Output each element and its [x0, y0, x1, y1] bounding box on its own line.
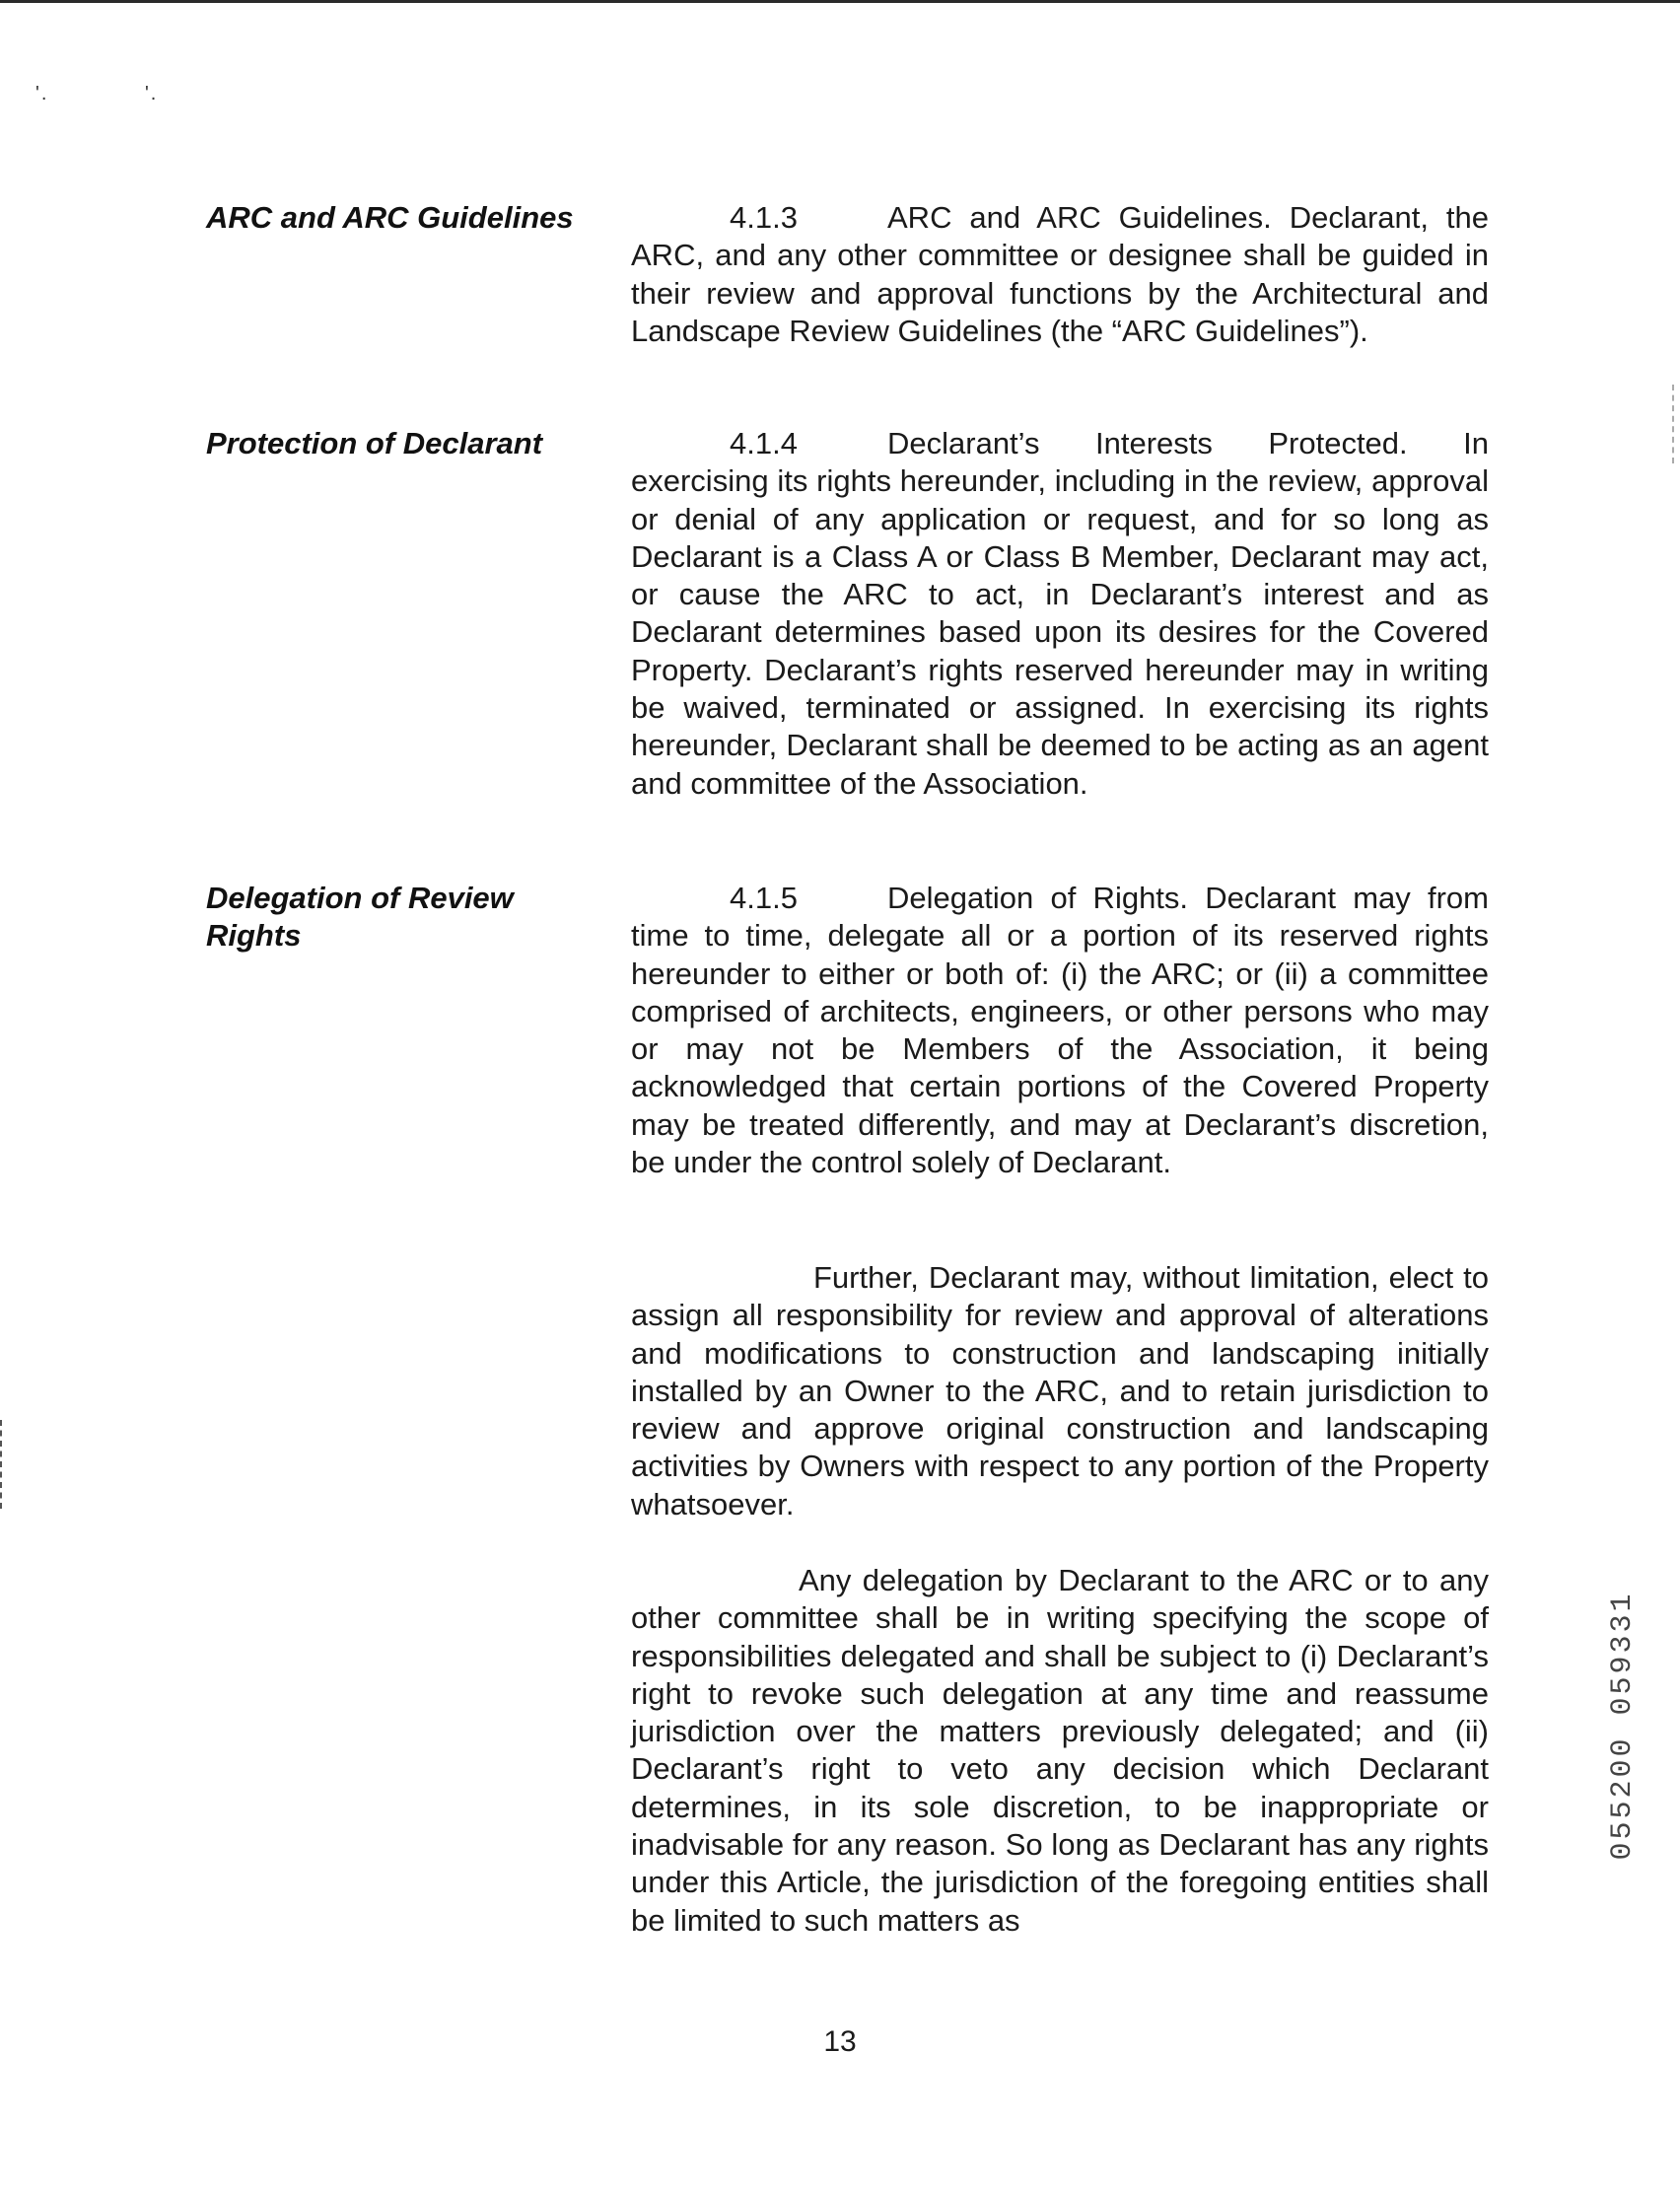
margin-heading: Protection of Declarant: [206, 426, 543, 460]
section-paragraph: [631, 199, 1489, 350]
scan-mark: '.: [35, 83, 49, 105]
scan-artifact-marks: [35, 83, 158, 106]
scan-mark: '.: [144, 83, 159, 105]
margin-heading: ARC and ARC Guidelines: [206, 200, 574, 235]
section-body: Declarant’s Interests Protected. In exercising its rights hereunder, including in the review, approval or denial of any application or request, and for so long as Declarant is a Class A or Class B Member, Declarant may act, or cause the ARC to act, in Declarant’s interest and as Declarant determines based upon its desires for the Covered Property. Declarant’s rights reserved hereunder may in writing be waived, terminated or assigned. In exercising its rights hereunder, Declarant shall be deemed to be acting as an agent and committee of the Association.: [631, 426, 1489, 801]
section-number: 4.1.3: [730, 200, 798, 235]
page-number: 13: [823, 2025, 857, 2058]
right-edge-scan-mark: [1672, 385, 1676, 463]
section-body: Delegation of Rights. Declarant may from time to time, delegate all or a portion of its reserved rights hereunder to either or both of: (i) the ARC; or (ii) a committee comprised of architects, engineers, or other persons who may or may not be Members of the Association, it being acknowledged that certain portions of the Covered Property may be treated differently, and may at Declarant’s discretion, be under the control solely of Declarant.: [631, 881, 1489, 1180]
top-border-line: [0, 0, 1680, 3]
section-number: 4.1.4: [730, 426, 798, 460]
margin-heading: Delegation of Review Rights: [206, 881, 514, 953]
section-number: 4.1.5: [730, 881, 798, 915]
left-edge-scan-mark: [0, 1420, 5, 1509]
paragraph-body: Further, Declarant may, without limitation, elect to assign all responsibility for review and approval of alterations and modifications to construction and landscaping initially installed by an Owner to the ARC, and to retain jurisdiction to review and approve original construction and landscaping activities by Owners with respect to any portion of the Property whatsoever.: [631, 1260, 1489, 1522]
continuation-paragraph: [631, 1259, 1489, 1523]
section-body: ARC and ARC Guidelines. Declarant, the ARC, and any other committee or designee shall be guided in their review and approval functions by the Architectural and Landscape Review Guidelines (the “ARC Guidelines”).: [631, 200, 1489, 348]
section-paragraph: [631, 880, 1489, 1181]
document-code-text: 055200 059331: [1606, 1591, 1640, 1861]
section-paragraph: [631, 425, 1489, 803]
continuation-paragraph: [631, 1562, 1489, 1940]
paragraph-body: Any delegation by Declarant to the ARC or to any other committee shall be in writing specifying the scope of responsibilities delegated and shall be subject to (i) Declarant’s right to revoke such delegation at any time and reassume jurisdiction over the matters previously delegated; and (ii) Declarant’s right to veto any decision which Declarant determines, in its sole discretion, to be inappropriate or inadvisable for any reason. So long as Declarant has any rights under this Article, the jurisdiction of the foregoing entities shall be limited to such matters as: [631, 1563, 1489, 1938]
document-bates-number: [1603, 1592, 1643, 1859]
